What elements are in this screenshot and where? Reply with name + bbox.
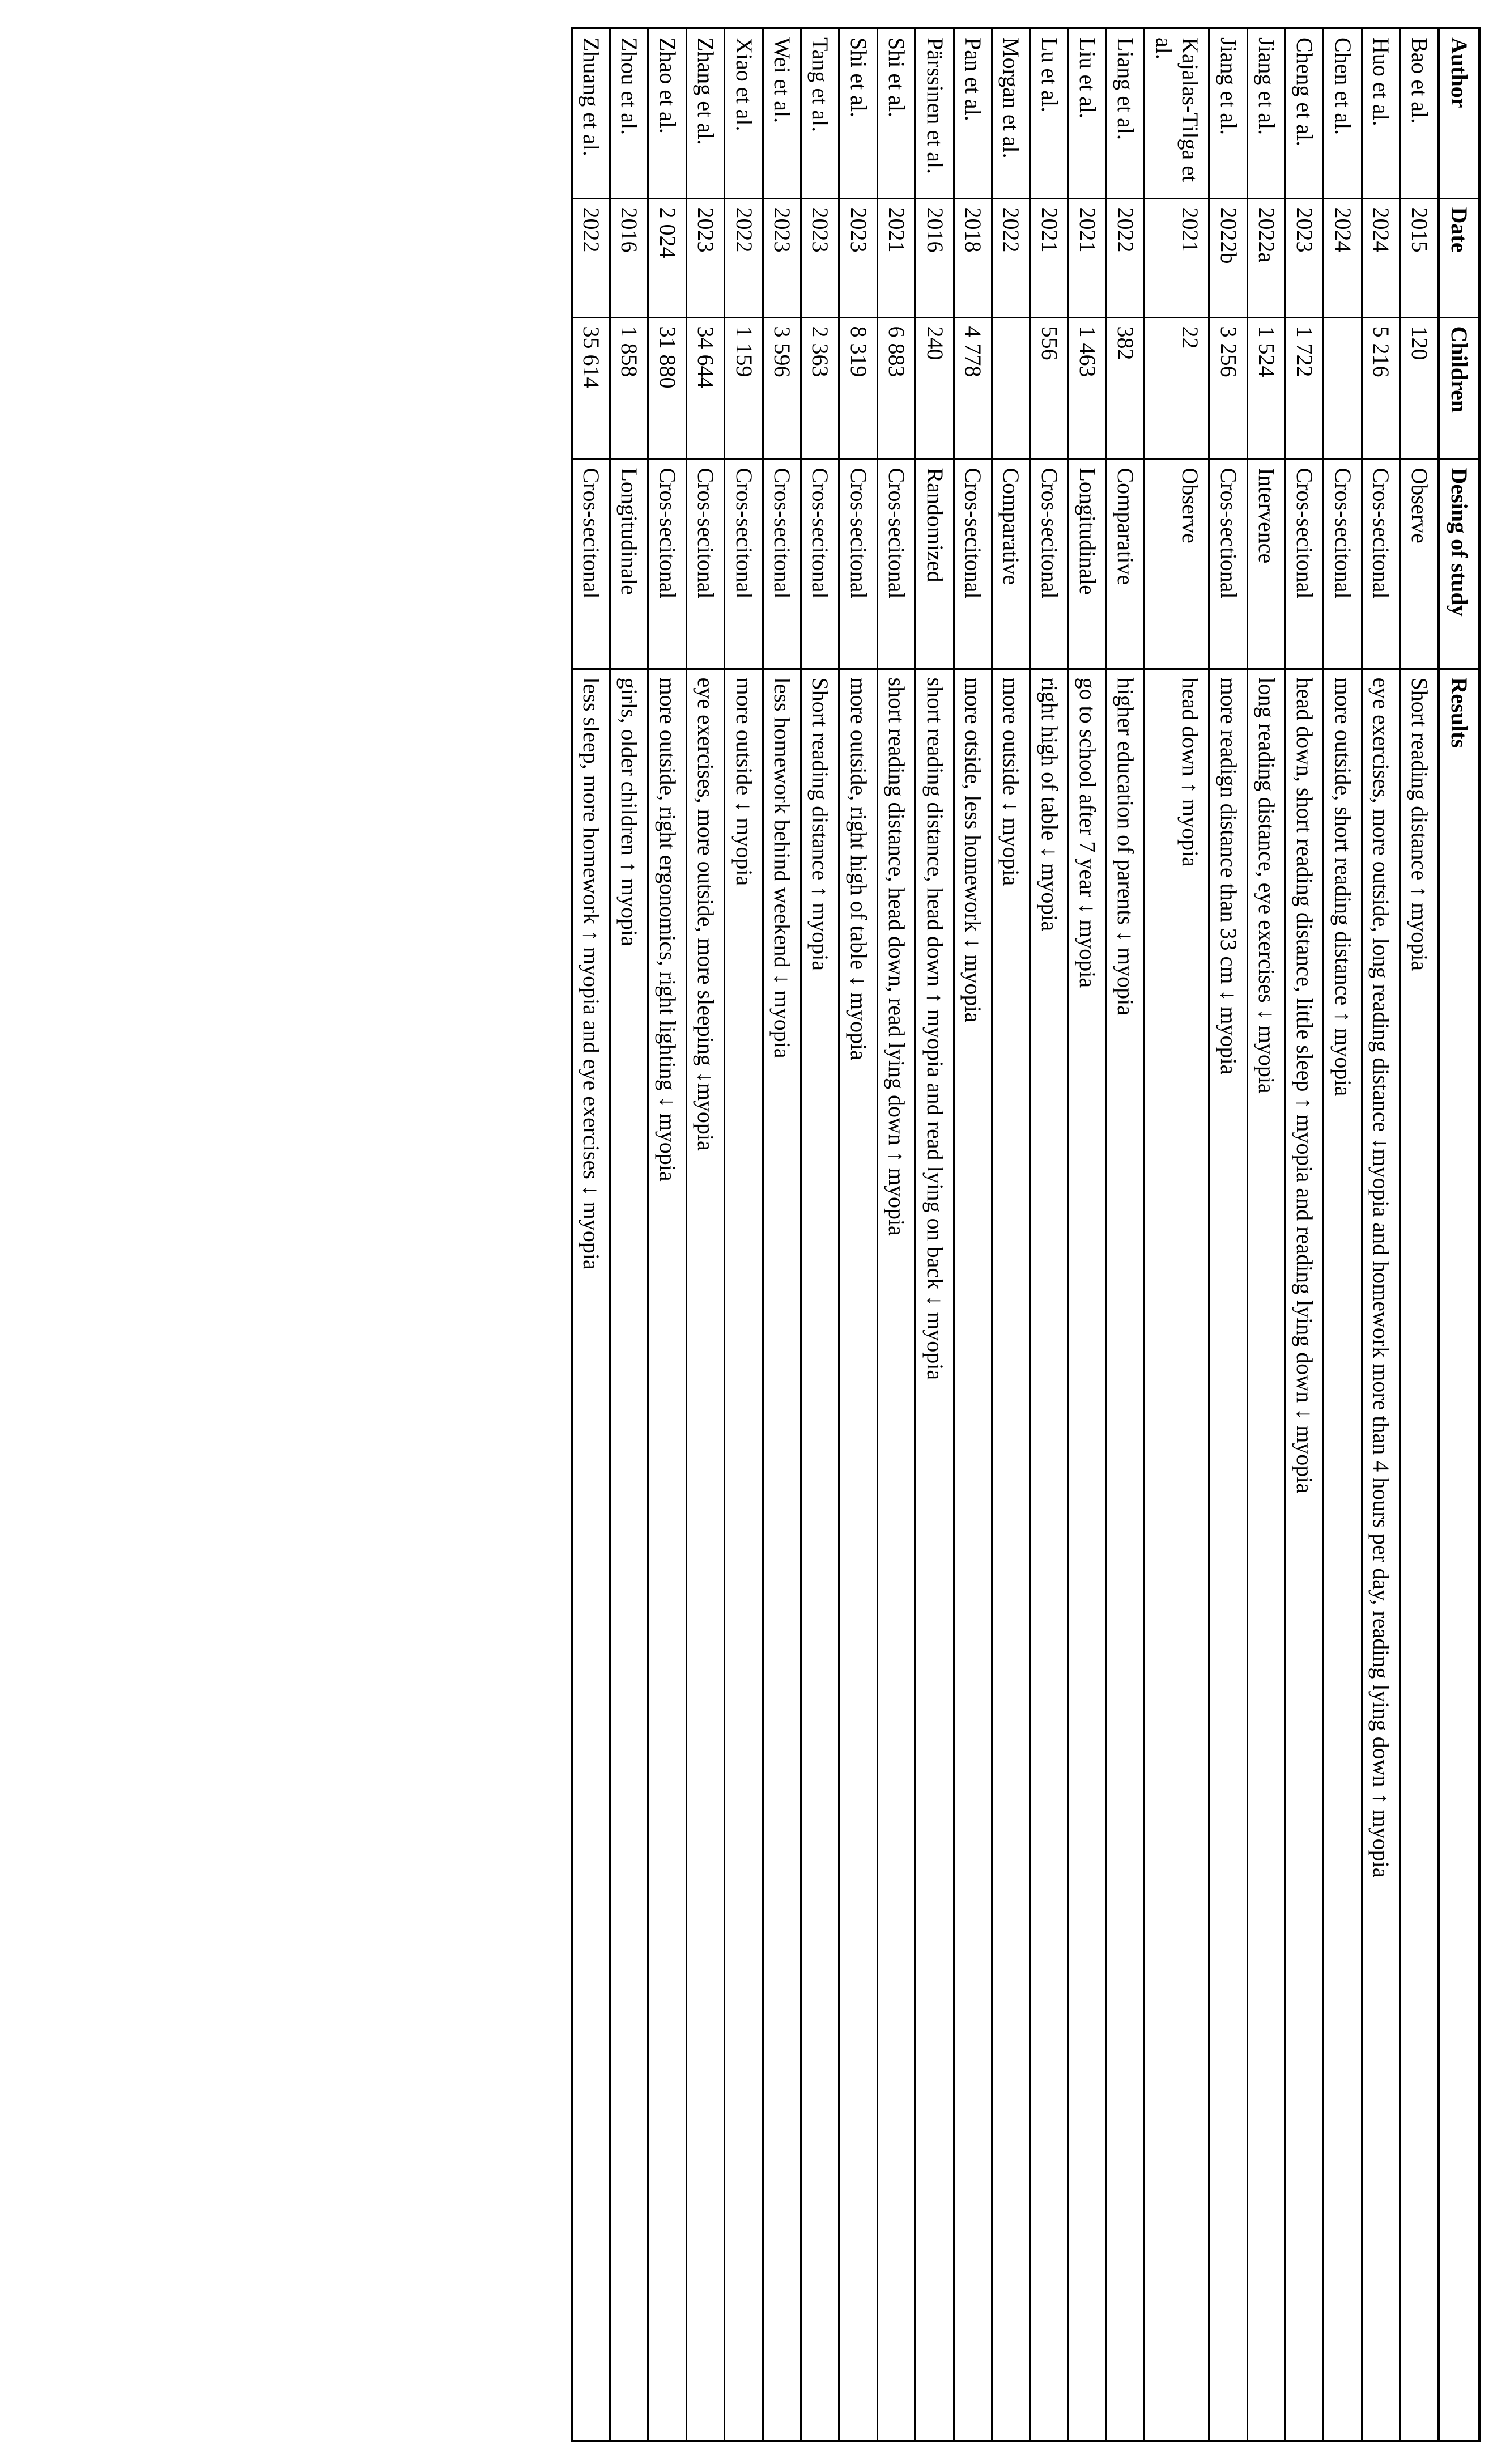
cell-results: long reading distance, eye exercises ↓ myopia — [1247, 669, 1285, 2441]
cell-date: 2022 — [992, 198, 1030, 317]
document-sheet — [571, 27, 1481, 2440]
cell-author: Zhuang et al. — [572, 28, 610, 198]
cell-results: right high of table ↓ myopia — [1030, 669, 1068, 2441]
table-row — [1145, 28, 1209, 2441]
table-row — [801, 28, 839, 2441]
cell-design: Cros-secitonal — [839, 459, 877, 669]
cell-design: Cros-secitonal — [572, 459, 610, 669]
cell-children: 4 778 — [954, 317, 992, 459]
cell-results: more otside, less homework ↓ myopia — [954, 669, 992, 2441]
cell-results: higher education of parents ↓ myopia — [1107, 669, 1145, 2441]
cell-children: 1 463 — [1068, 317, 1106, 459]
cell-children: 3 256 — [1209, 317, 1247, 459]
cell-children: 2 363 — [801, 317, 839, 459]
table-row — [725, 28, 763, 2441]
table-row — [1107, 28, 1145, 2441]
cell-author: Kajalas-Tilga et al. — [1145, 28, 1209, 198]
cell-children — [1324, 317, 1362, 459]
cell-date: 2022b — [1209, 198, 1247, 317]
cell-date: 2016 — [916, 198, 954, 317]
cell-results: more outside, short reading distance ↑ myopia — [1324, 669, 1362, 2441]
cell-results: more outside ↓ myopia — [992, 669, 1030, 2441]
cell-children: 31 880 — [648, 317, 686, 459]
cell-results: eye exercises, more outside, long reading distance ↓myopia and homework more than 4 hours per day, reading lying down ↑ myopia — [1362, 669, 1400, 2441]
cell-date: 2022 — [725, 198, 763, 317]
cell-date: 2024 — [1362, 198, 1400, 317]
cell-design: Observe — [1400, 459, 1439, 669]
cell-design: Cros-sectional — [1209, 459, 1247, 669]
cell-author: Pan et al. — [954, 28, 992, 198]
table-row — [1247, 28, 1285, 2441]
cell-children: 556 — [1030, 317, 1068, 459]
cell-author: Zhao et al. — [648, 28, 686, 198]
cell-results: head down ↑ myopia — [1145, 669, 1209, 2441]
table-row — [572, 28, 610, 2441]
table-row — [763, 28, 801, 2441]
cell-date: 2023 — [1286, 198, 1324, 317]
cell-author: Wei et al. — [763, 28, 801, 198]
cell-results: head down, short reading distance, little sleep ↑ myopia and reading lying down ↓ myopia — [1286, 669, 1324, 2441]
table-row — [1400, 28, 1439, 2441]
cell-date: 2023 — [839, 198, 877, 317]
cell-children: 6 883 — [877, 317, 915, 459]
cell-design: Cros-secitonal — [725, 459, 763, 669]
table-row — [1286, 28, 1324, 2441]
table-row — [1209, 28, 1247, 2441]
cell-date: 2022a — [1247, 198, 1285, 317]
cell-design: Cros-secitonal — [1362, 459, 1400, 669]
cell-results: more outside, right ergonomics, right lighting ↓ myopia — [648, 669, 686, 2441]
cell-date: 2021 — [1030, 198, 1068, 317]
cell-date: 2018 — [954, 198, 992, 317]
table-body — [572, 28, 1439, 2441]
column-header-design: Desing of study — [1439, 459, 1479, 669]
cell-design: Cros-secitonal — [801, 459, 839, 669]
cell-design: Cros-secitonal — [877, 459, 915, 669]
cell-author: Liang et al. — [1107, 28, 1145, 198]
cell-children: 382 — [1107, 317, 1145, 459]
cell-children: 240 — [916, 317, 954, 459]
cell-children: 1 524 — [1247, 317, 1285, 459]
cell-results: less homework behind weekend ↓ myopia — [763, 669, 801, 2441]
cell-design: Cros-secitonal — [1286, 459, 1324, 669]
cell-children: 22 — [1145, 317, 1209, 459]
cell-results: more readign distance than 33 cm ↓ myopia — [1209, 669, 1247, 2441]
cell-results: girls, older children ↑ myopia — [610, 669, 648, 2441]
cell-author: Lu et al. — [1030, 28, 1068, 198]
cell-design: Cros-secitonal — [1030, 459, 1068, 669]
cell-date: 2021 — [1145, 198, 1209, 317]
cell-children: 1 159 — [725, 317, 763, 459]
study-review-table — [571, 27, 1481, 2442]
cell-design: Cros-secitonal — [763, 459, 801, 669]
cell-author: Pärssinen et al. — [916, 28, 954, 198]
cell-author: Jiang et al. — [1247, 28, 1285, 198]
cell-author: Shi et al. — [877, 28, 915, 198]
cell-date: 2024 — [1324, 198, 1362, 317]
cell-date: 2021 — [1068, 198, 1106, 317]
cell-author: Jiang et al. — [1209, 28, 1247, 198]
table-row — [839, 28, 877, 2441]
table-row — [1362, 28, 1400, 2441]
cell-results: more outside ↓ myopia — [725, 669, 763, 2441]
cell-design: Cros-secitonal — [686, 459, 724, 669]
cell-author: Xiao et al. — [725, 28, 763, 198]
cell-results: less sleep, more homework ↑ myopia and eye exercises ↓ myopia — [572, 669, 610, 2441]
cell-design: Longitudinale — [610, 459, 648, 669]
cell-date: 2023 — [801, 198, 839, 317]
column-header-results: Results — [1439, 669, 1479, 2441]
cell-design: Cros-secitonal — [1324, 459, 1362, 669]
cell-date: 2021 — [877, 198, 915, 317]
cell-results: short reading distance, head down ↑ myopia and read lying on back ↓ myopia — [916, 669, 954, 2441]
cell-date: 2022 — [1107, 198, 1145, 317]
cell-children: 1 722 — [1286, 317, 1324, 459]
cell-author: Tang et al. — [801, 28, 839, 198]
table-header-row — [1439, 28, 1479, 2441]
cell-author: Cheng et al. — [1286, 28, 1324, 198]
cell-design: Cros-secitonal — [954, 459, 992, 669]
cell-author: Bao et al. — [1400, 28, 1439, 198]
cell-author: Liu et al. — [1068, 28, 1106, 198]
cell-design: Randomized — [916, 459, 954, 669]
cell-date: 2016 — [610, 198, 648, 317]
table-header — [1439, 28, 1479, 2441]
cell-design: Observe — [1145, 459, 1209, 669]
table-row — [954, 28, 992, 2441]
cell-design: Comparative — [992, 459, 1030, 669]
table-row — [610, 28, 648, 2441]
cell-children: 120 — [1400, 317, 1439, 459]
cell-author: Chen et al. — [1324, 28, 1362, 198]
cell-date: 2023 — [686, 198, 724, 317]
table-row — [916, 28, 954, 2441]
table-row — [877, 28, 915, 2441]
cell-children: 34 644 — [686, 317, 724, 459]
cell-children: 3 596 — [763, 317, 801, 459]
column-header-children: Children — [1439, 317, 1479, 459]
cell-results: go to school after 7 year ↓ myopia — [1068, 669, 1106, 2441]
cell-date: 2015 — [1400, 198, 1439, 317]
cell-design: Longitudinale — [1068, 459, 1106, 669]
column-header-author: Author — [1439, 28, 1479, 198]
cell-author: Morgan et al. — [992, 28, 1030, 198]
cell-author: Shi et al. — [839, 28, 877, 198]
cell-results: Short reading distance ↑ myopia — [801, 669, 839, 2441]
cell-date: 2022 — [572, 198, 610, 317]
cell-children: 1 858 — [610, 317, 648, 459]
cell-children: 8 319 — [839, 317, 877, 459]
table-row — [1324, 28, 1362, 2441]
cell-design: Cros-secitonal — [648, 459, 686, 669]
cell-date: 2 024 — [648, 198, 686, 317]
table-row — [686, 28, 724, 2441]
cell-results: more outside, right high of table ↓ myopia — [839, 669, 877, 2441]
table-row — [1068, 28, 1106, 2441]
cell-design: Intervence — [1247, 459, 1285, 669]
cell-children — [992, 317, 1030, 459]
table-row — [1030, 28, 1068, 2441]
table-row — [992, 28, 1030, 2441]
cell-author: Zhang et al. — [686, 28, 724, 198]
cell-author: Huo et al. — [1362, 28, 1400, 198]
cell-results: Short reading distance ↑ myopia — [1400, 669, 1439, 2441]
column-header-date: Date — [1439, 198, 1479, 317]
cell-date: 2023 — [763, 198, 801, 317]
cell-design: Comparative — [1107, 459, 1145, 669]
cell-children: 35 614 — [572, 317, 610, 459]
cell-author: Zhou et al. — [610, 28, 648, 198]
table-row — [648, 28, 686, 2441]
cell-results: eye exercises, more outside, more sleeping ↓myopia — [686, 669, 724, 2441]
cell-children: 5 216 — [1362, 317, 1400, 459]
cell-results: short reading distance, head down, read lying down ↑ myopia — [877, 669, 915, 2441]
